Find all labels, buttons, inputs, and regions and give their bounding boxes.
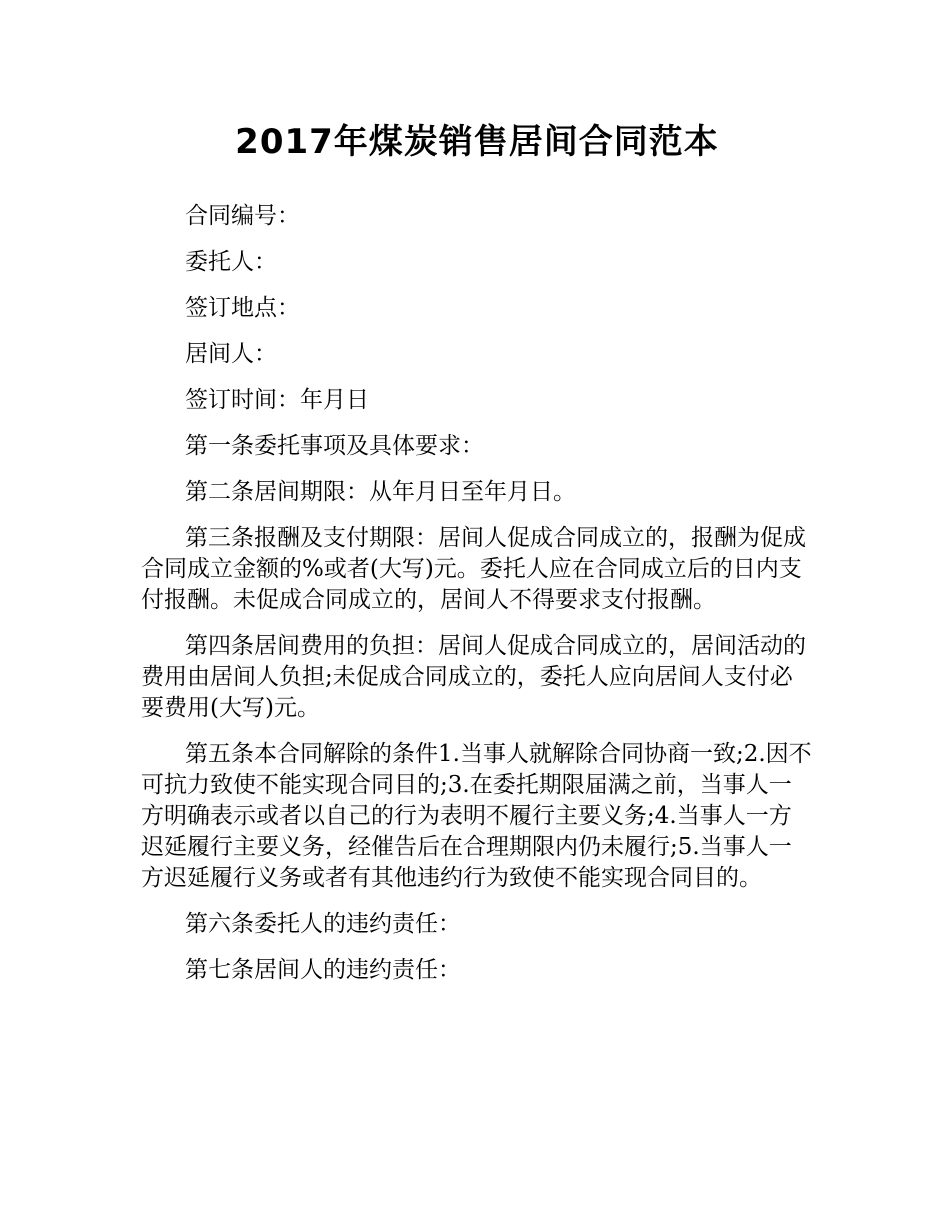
article-2: 第二条居间期限：从年月日至年月日。 [185, 479, 576, 505]
article-1: 第一条委托事项及具体要求： [185, 433, 484, 459]
field-principal: 委托人： [185, 249, 277, 275]
article-5: 第五条本合同解除的条件1.当事人就解除合同协商一致;2.因不可抗力致使不能实现合同目的;3.在委托期限届满之前，当事人一方明确表示或者以自己的行为表明不履行主要义务;4.当事人一方迟延履行主要义务，经催告后在合理期限内仍未履行;5.当事人一方迟延履行义务或者有其他违约行为致使不能实现合同目的。 [141, 741, 812, 891]
article-3: 第三条报酬及支付期限：居间人促成合同成立的，报酬为促成合同成立金额的%或者(大写)元。委托人应在合同成立后的日内支付报酬。未促成合同成立的，居间人不得要求支付报酬。 [141, 525, 806, 613]
field-intermediary: 居间人： [185, 341, 277, 367]
document-title: 2017年煤炭销售居间合同范本 [235, 122, 719, 162]
field-signing-place: 签订地点： [185, 295, 300, 321]
document-body [141, 201, 813, 1001]
article-6: 第六条委托人的违约责任： [185, 911, 461, 937]
article-7: 第七条居间人的违约责任： [185, 957, 461, 983]
field-contract-number: 合同编号： [185, 203, 300, 229]
field-signing-date: 签订时间：年月日 [185, 387, 369, 413]
article-4: 第四条居间费用的负担：居间人促成合同成立的，居间活动的费用由居间人负担;未促成合同成立的，委托人应向居间人支付必要费用(大写)元。 [141, 633, 806, 721]
